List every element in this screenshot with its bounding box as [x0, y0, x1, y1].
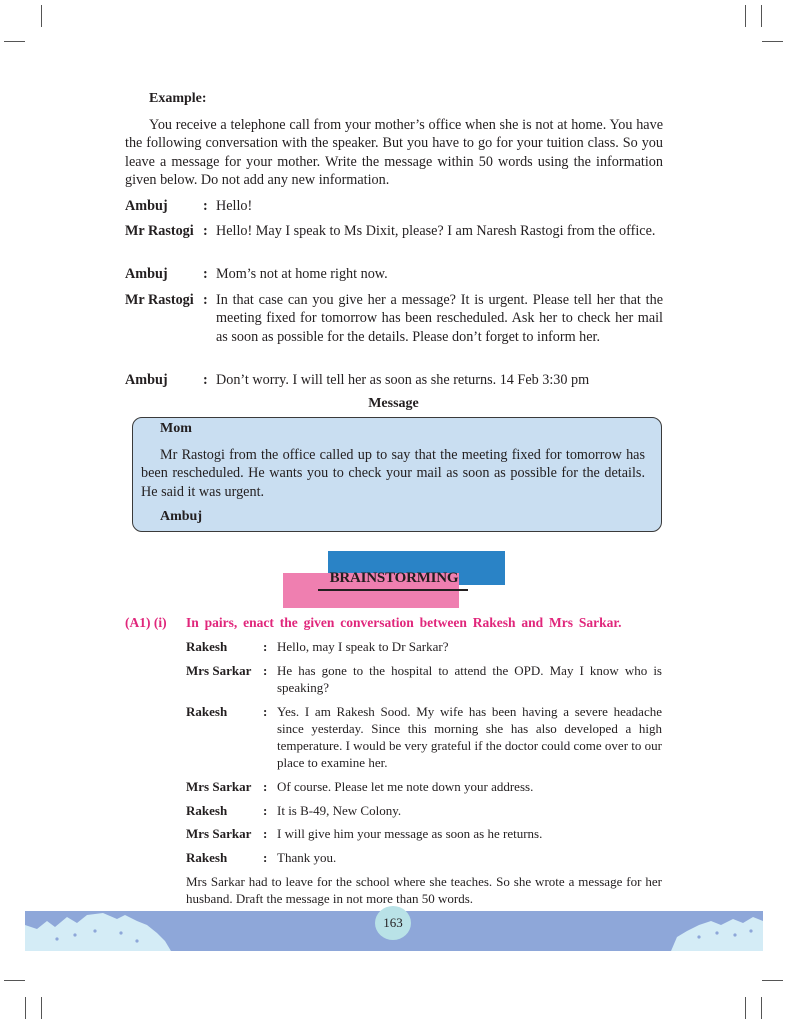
page-number: 163 — [375, 906, 411, 940]
crop-mark — [41, 5, 42, 27]
dialogue-line — [186, 849, 662, 866]
crop-mark — [25, 997, 26, 1019]
speaker-colon: : — [263, 803, 268, 818]
speaker-name: Rakesh — [186, 639, 228, 654]
speaker-name: Ambuj — [125, 372, 168, 388]
dialogue-line — [186, 802, 662, 819]
speaker-name: Rakesh — [186, 704, 228, 719]
dialogue-text: Yes. I am Rakesh Sood. My wife has been having a severe headache since yesterday. Since this morning she has also developed a high temperature. I would be very grateful if the doctor could come over to our place to examine her. — [277, 704, 662, 770]
activity-instruction: In pairs, enact the given conversation between Rakesh and Mrs Sarkar. — [186, 615, 622, 630]
crop-mark — [761, 5, 762, 27]
dialogue-text: Of course. Please let me note down your address. — [277, 779, 534, 794]
speaker-name: Mrs Sarkar — [186, 779, 252, 794]
example-intro — [125, 116, 663, 190]
dialogue-line — [186, 638, 662, 655]
dialogue-text: In that case can you give her a message? It is urgent. Please tell her that the meeting fixed for tomorrow has been rescheduled. Ask her to check her mail as soon as possible for the details. Please don’t forget to inform her. — [216, 292, 663, 345]
message-body-text: Mr Rastogi from the office called up to say that the meeting fixed for tomorrow has been rescheduled. He wants you to check your mail as soon as possible for the details. He said it was urgent. — [141, 447, 645, 500]
message-body — [141, 446, 645, 501]
dialogue-text: Thank you. — [277, 850, 337, 865]
dialogue-text: Mom’s not at home right now. — [216, 266, 388, 282]
speaker-name: Mrs Sarkar — [186, 826, 252, 841]
speaker-name: Mr Rastogi — [125, 292, 194, 308]
closing-paragraph: Mrs Sarkar had to leave for the school where she teaches. So she wrote a message for her husband. Draft the message in not more than 50 words. — [186, 874, 662, 906]
dialogue-line — [125, 265, 663, 283]
crop-mark — [745, 997, 746, 1019]
crop-mark — [745, 5, 746, 27]
speaker-colon: : — [263, 639, 268, 654]
speaker-colon: : — [263, 850, 268, 865]
dialogue-line — [125, 291, 663, 346]
dialogue-text: He has gone to the hospital to attend the OPD. May I know who is speaking? — [277, 663, 662, 695]
speaker-colon: : — [203, 372, 208, 388]
speaker-name: Mr Rastogi — [125, 223, 194, 239]
speaker-colon: : — [203, 266, 208, 282]
dialogue-line — [186, 703, 662, 771]
message-heading: Message — [368, 396, 419, 411]
speaker-colon: : — [263, 826, 268, 841]
speaker-colon: : — [263, 704, 268, 719]
speaker-colon: : — [263, 663, 268, 678]
crop-mark — [762, 980, 783, 981]
footer-cloud-left-illustration — [25, 911, 175, 951]
example-heading: Example: — [149, 91, 207, 106]
crop-mark — [4, 980, 25, 981]
section-title: BRAINSTORMING — [329, 570, 459, 586]
dialogue-line — [186, 662, 662, 696]
crop-mark — [761, 997, 762, 1019]
crop-mark — [4, 41, 25, 42]
crop-mark — [41, 997, 42, 1019]
speaker-colon: : — [203, 223, 208, 239]
message-signoff: Ambuj — [160, 509, 203, 524]
activity-label: (A1) (i) — [125, 615, 167, 630]
speaker-name: Mrs Sarkar — [186, 663, 252, 678]
footer-cloud-right-illustration — [663, 911, 763, 951]
dialogue-line — [186, 778, 662, 795]
message-salutation: Mom — [160, 421, 192, 436]
speaker-name: Rakesh — [186, 803, 228, 818]
speaker-name: Ambuj — [125, 198, 168, 214]
dialogue-text: Hello, may I speak to Dr Sarkar? — [277, 639, 449, 654]
speaker-colon: : — [203, 198, 208, 214]
speaker-name: Ambuj — [125, 266, 168, 282]
dialogue-line — [125, 371, 663, 389]
dialogue-line — [186, 825, 662, 842]
dialogue-line — [125, 197, 663, 215]
section-title-underline — [318, 589, 468, 591]
crop-mark — [762, 41, 783, 42]
dialogue-text: Hello! May I speak to Ms Dixit, please? I am Naresh Rastogi from the office. — [216, 223, 656, 239]
dialogue-text: I will give him your message as soon as he returns. — [277, 826, 543, 841]
dialogue-text: It is B-49, New Colony. — [277, 803, 402, 818]
speaker-colon: : — [263, 779, 268, 794]
speaker-name: Rakesh — [186, 850, 228, 865]
dialogue-line — [125, 222, 663, 240]
dialogue-text: Hello! — [216, 198, 253, 214]
speaker-colon: : — [203, 292, 208, 308]
dialogue-text: Don’t worry. I will tell her as soon as she returns. 14 Feb 3:30 pm — [216, 372, 590, 388]
intro-paragraph: You receive a telephone call from your mother’s office when she is not at home. You have the following conversation with the speaker. But you have to go for your tuition class. So you leave a message for your mother. Write the message within 50 words using the information given below. Do not add any new information. — [125, 117, 663, 189]
